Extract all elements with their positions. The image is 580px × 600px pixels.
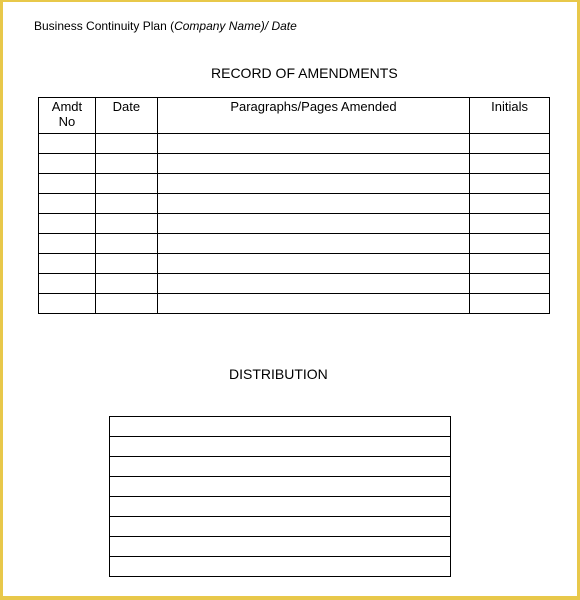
distribution-body bbox=[110, 417, 451, 577]
paragraphs-cell[interactable] bbox=[157, 174, 469, 194]
amendments-header-row bbox=[39, 98, 550, 134]
amendment-row bbox=[39, 174, 550, 194]
amendments-title: RECORD OF AMENDMENTS bbox=[211, 65, 398, 81]
distribution-cell[interactable] bbox=[110, 497, 451, 517]
distribution-title: DISTRIBUTION bbox=[229, 366, 328, 382]
amendment-row bbox=[39, 134, 550, 154]
date-cell[interactable] bbox=[95, 174, 157, 194]
initials-cell[interactable] bbox=[470, 194, 550, 214]
paragraphs-cell[interactable] bbox=[157, 134, 469, 154]
distribution-row bbox=[110, 417, 451, 437]
distribution-row bbox=[110, 557, 451, 577]
initials-cell[interactable] bbox=[470, 274, 550, 294]
header-slash: / bbox=[264, 19, 272, 33]
amendment-row bbox=[39, 274, 550, 294]
initials-cell[interactable] bbox=[470, 174, 550, 194]
column-header-initials-label: Initials bbox=[491, 99, 528, 114]
amendments-body bbox=[39, 134, 550, 314]
distribution-cell[interactable] bbox=[110, 457, 451, 477]
initials-cell[interactable] bbox=[470, 234, 550, 254]
column-header-amdt-no bbox=[39, 98, 96, 134]
date-cell[interactable] bbox=[95, 214, 157, 234]
date-cell[interactable] bbox=[95, 194, 157, 214]
paragraphs-cell[interactable] bbox=[157, 274, 469, 294]
amendment-row bbox=[39, 254, 550, 274]
amdt-no-cell[interactable] bbox=[39, 194, 96, 214]
distribution-cell[interactable] bbox=[110, 437, 451, 457]
amdt-no-cell[interactable] bbox=[39, 234, 96, 254]
amdt-no-cell[interactable] bbox=[39, 134, 96, 154]
distribution-cell[interactable] bbox=[110, 517, 451, 537]
initials-cell[interactable] bbox=[470, 134, 550, 154]
distribution-row bbox=[110, 517, 451, 537]
header-prefix: Business Continuity Plan ( bbox=[34, 19, 175, 33]
column-header-date-label: Date bbox=[112, 99, 141, 114]
column-header-initials bbox=[470, 98, 550, 134]
distribution-cell[interactable] bbox=[110, 557, 451, 577]
distribution-cell[interactable] bbox=[110, 537, 451, 557]
initials-cell[interactable] bbox=[470, 254, 550, 274]
initials-cell[interactable] bbox=[470, 154, 550, 174]
column-header-date bbox=[95, 98, 157, 134]
distribution-row bbox=[110, 477, 451, 497]
paragraphs-cell[interactable] bbox=[157, 294, 469, 314]
distribution-cell[interactable] bbox=[110, 417, 451, 437]
paragraphs-cell[interactable] bbox=[157, 194, 469, 214]
amdt-no-cell[interactable] bbox=[39, 154, 96, 174]
amdt-no-cell[interactable] bbox=[39, 274, 96, 294]
distribution-row bbox=[110, 497, 451, 517]
column-header-paragraphs-label: Paragraphs/Pages Amended bbox=[230, 99, 397, 114]
amdt-no-cell[interactable] bbox=[39, 254, 96, 274]
column-header-paragraphs bbox=[157, 98, 469, 134]
header-company-name: Company Name) bbox=[174, 19, 265, 33]
distribution-row bbox=[110, 437, 451, 457]
amendment-row bbox=[39, 214, 550, 234]
date-cell[interactable] bbox=[95, 294, 157, 314]
distribution-row bbox=[110, 537, 451, 557]
amendment-row bbox=[39, 194, 550, 214]
date-cell[interactable] bbox=[95, 134, 157, 154]
distribution-cell[interactable] bbox=[110, 477, 451, 497]
amdt-no-cell[interactable] bbox=[39, 174, 96, 194]
date-cell[interactable] bbox=[95, 254, 157, 274]
date-cell[interactable] bbox=[95, 154, 157, 174]
initials-cell[interactable] bbox=[470, 214, 550, 234]
distribution-table bbox=[109, 416, 451, 577]
distribution-row bbox=[110, 457, 451, 477]
paragraphs-cell[interactable] bbox=[157, 234, 469, 254]
column-header-amdt-line2: No bbox=[58, 114, 76, 129]
initials-cell[interactable] bbox=[470, 294, 550, 314]
amdt-no-cell[interactable] bbox=[39, 214, 96, 234]
header-date: Date bbox=[271, 19, 297, 33]
column-header-amdt-line1: Amdt bbox=[51, 99, 83, 114]
amendments-table bbox=[38, 97, 550, 314]
document-header bbox=[34, 19, 297, 33]
date-cell[interactable] bbox=[95, 274, 157, 294]
paragraphs-cell[interactable] bbox=[157, 214, 469, 234]
paragraphs-cell[interactable] bbox=[157, 154, 469, 174]
paragraphs-cell[interactable] bbox=[157, 254, 469, 274]
amendment-row bbox=[39, 154, 550, 174]
amdt-no-cell[interactable] bbox=[39, 294, 96, 314]
amendment-row bbox=[39, 294, 550, 314]
amendment-row bbox=[39, 234, 550, 254]
date-cell[interactable] bbox=[95, 234, 157, 254]
